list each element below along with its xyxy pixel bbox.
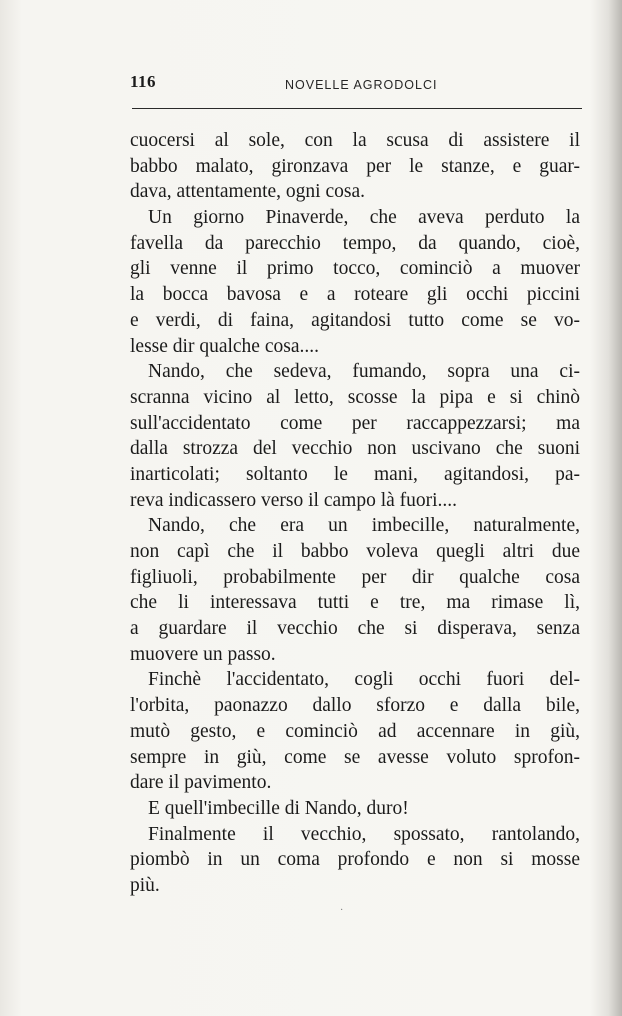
text-line: Nando, che sedeva, fumando, sopra una ci- bbox=[148, 361, 580, 383]
text-line: più. bbox=[130, 874, 160, 896]
text-line: E quell'imbecille di Nando, duro! bbox=[148, 797, 409, 819]
text-line: piombò in un coma profondo e non si mosse bbox=[130, 849, 580, 871]
text-line: cuocersi al sole, con la scusa di assistere il bbox=[130, 130, 580, 151]
page-header bbox=[130, 70, 584, 100]
text-line: gli venne il primo tocco, cominciò a muover bbox=[130, 258, 580, 280]
text-line: favella da parecchio tempo, da quando, cioè, bbox=[130, 232, 580, 254]
text-line: dava, attentamente, ogni cosa. bbox=[130, 181, 365, 203]
text-line: a guardare il vecchio che si disperava, senza bbox=[130, 618, 580, 640]
page-number: 116 bbox=[130, 72, 157, 91]
text-line: reva indicassero verso il campo là fuori.... bbox=[130, 489, 458, 511]
text-line: Finchè l'accidentato, cogli occhi fuori del- bbox=[148, 669, 580, 691]
text-line: muovere un passo. bbox=[130, 643, 276, 665]
text-line: sempre in giù, come se avesse voluto sprofon- bbox=[130, 746, 580, 768]
text-line: l'orbita, paonazzo dallo sforzo e dalla bile, bbox=[130, 695, 580, 717]
text-line: non capì che il babbo voleva quegli altri due bbox=[130, 541, 580, 562]
text-line: lesse dir qualche cosa.... bbox=[130, 335, 319, 357]
text-line: e verdi, di faina, agitandosi tutto come se vo- bbox=[130, 309, 580, 331]
header-rule bbox=[132, 108, 582, 109]
text-line: la bocca bavosa e a roteare gli occhi piccini bbox=[130, 284, 580, 306]
text-line: inarticolati; soltanto le mani, agitandosi, pa- bbox=[130, 463, 580, 485]
text-line: dare il pavimento. bbox=[130, 772, 272, 794]
text-line: babbo malato, gironzava per le stanze, e guar- bbox=[130, 155, 580, 177]
text-line: sull'accidentato come per raccappezzarsi; ma bbox=[130, 412, 580, 434]
running-title: NOVELLE AGRODOLCI bbox=[285, 78, 438, 92]
text-line: Finalmente il vecchio, spossato, rantolando, bbox=[148, 823, 580, 845]
page-edge-shadow bbox=[608, 0, 622, 1016]
ink-speck: · bbox=[340, 905, 344, 916]
body-text bbox=[130, 128, 580, 899]
text-line: figliuoli, probabilmente per dir qualche cosa bbox=[130, 566, 580, 588]
text-line: Nando, che era un imbecille, naturalmente, bbox=[148, 515, 580, 537]
text-line: che li interessava tutti e tre, ma rimase lì, bbox=[130, 592, 580, 614]
text-line: scranna vicino al letto, scosse la pipa e si chinò bbox=[130, 386, 580, 408]
text-line: dalla strozza del vecchio non uscivano che suoni bbox=[130, 438, 580, 460]
text-line: Un giorno Pinaverde, che aveva perduto la bbox=[148, 207, 580, 229]
text-line: mutò gesto, e cominciò ad accennare in giù, bbox=[130, 720, 580, 742]
